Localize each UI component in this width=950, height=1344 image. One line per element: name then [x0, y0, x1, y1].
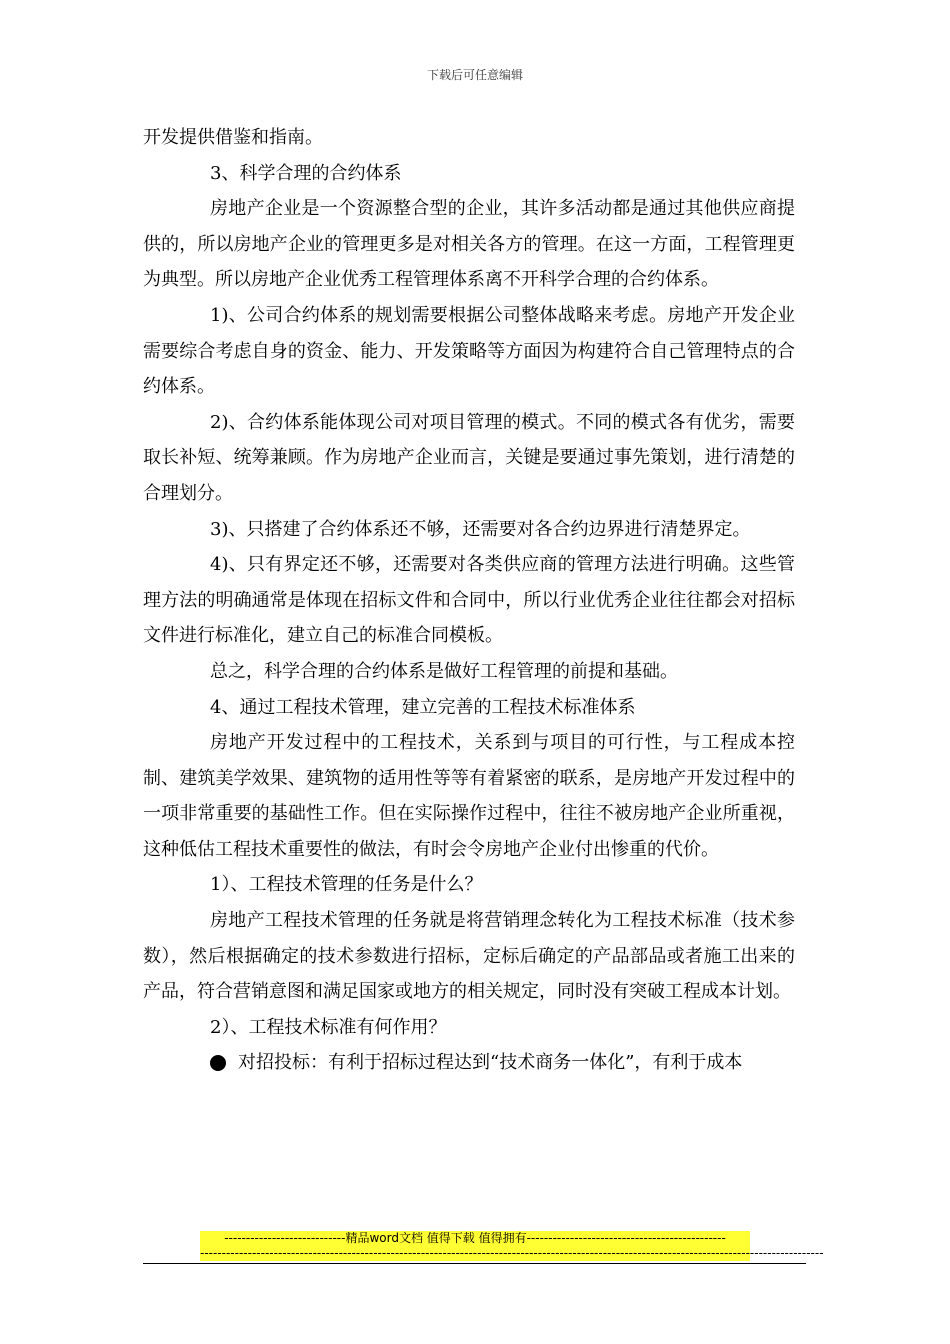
- page-header: 下载后可任意编辑: [426, 68, 523, 82]
- paragraph-3: 房地产企业是一个资源整合型的企业，其许多活动都是通过其他供应商提供的，所以房地产企业的管理更多是对相关各方的管理。在这一方面，工程管理更为典型。所以房地产企业优秀工程管理体系离不开科学合理的合约体系。: [143, 198, 795, 291]
- bullet-item: [143, 1045, 795, 1081]
- subheading-1: 1）、工程技术管理的任务是什么？: [210, 874, 483, 896]
- paragraph-8: 总之，科学合理的合约体系是做好工程管理的前提和基础。: [210, 660, 678, 682]
- paragraph-6: 3)、只搭建了合约体系还不够，还需要对各合约边界进行清楚界定。: [210, 518, 751, 540]
- paragraph-1: 开发提供借鉴和指南。: [143, 127, 323, 148]
- footer-dash-line: ------------------------------------------------------------------------------------------------------------------------------------------------: [200, 1246, 824, 1260]
- paragraph-4: 1)、公司合约体系的规划需要根据公司整体战略来考虑。房地产开发企业需要综合考虑自身的资金、能力、开发策略等方面因为构建符合自己管理特点的合约体系。: [143, 304, 795, 398]
- section-heading-4: 4、通过工程技术管理，建立完善的工程技术标准体系: [210, 696, 636, 718]
- footer-banner: ----------------------------精品word文档 值得下载 值得拥有----------------------------------------------: [200, 1231, 750, 1246]
- document-body: [143, 120, 795, 1081]
- bullet-dot-icon: [210, 1055, 226, 1071]
- paragraph-12: 房地产工程技术管理的任务就是将营销理念转化为工程技术标准（技术参数），然后根据确定的技术参数进行招标，定标后确定的产品部品或者施工出来的产品，符合营销意图和满足国家或地方的相关规定，同时没有突破工程成本计划。: [143, 910, 795, 1003]
- paragraph-7: 4)、只有界定还不够，还需要对各类供应商的管理方法进行明确。这些管理方法的明确通常是体现在招标文件和合同中，所以行业优秀企业往往都会对招标文件进行标准化，建立自己的标准合同模板。: [143, 554, 795, 647]
- bullet-text: 对招投标：有利于招标过程达到“技术商务一体化”，有利于成本: [238, 1052, 743, 1074]
- paragraph-10: 房地产开发过程中的工程技术，关系到与项目的可行性，与工程成本控制、建筑美学效果、建筑物的适用性等等有着紧密的联系，是房地产开发过程中的一项非常重要的基础性工作。但在实际操作过程中，往往不被房地产企业所重视，这种低估工程技术重要性的做法，有时会令房地产企业付出惨重的代价。: [143, 732, 795, 860]
- section-heading-3: 3、科学合理的合约体系: [210, 162, 402, 184]
- paragraph-5: 2)、合约体系能体现公司对项目管理的模式。不同的模式各有优劣，需要取长补短、统筹兼顾。作为房地产企业而言，关键是要通过事先策划，进行清楚的合理划分。: [143, 411, 795, 504]
- footer-divider: [143, 1263, 806, 1264]
- subheading-2: 2）、工程技术标准有何作用？: [210, 1016, 447, 1038]
